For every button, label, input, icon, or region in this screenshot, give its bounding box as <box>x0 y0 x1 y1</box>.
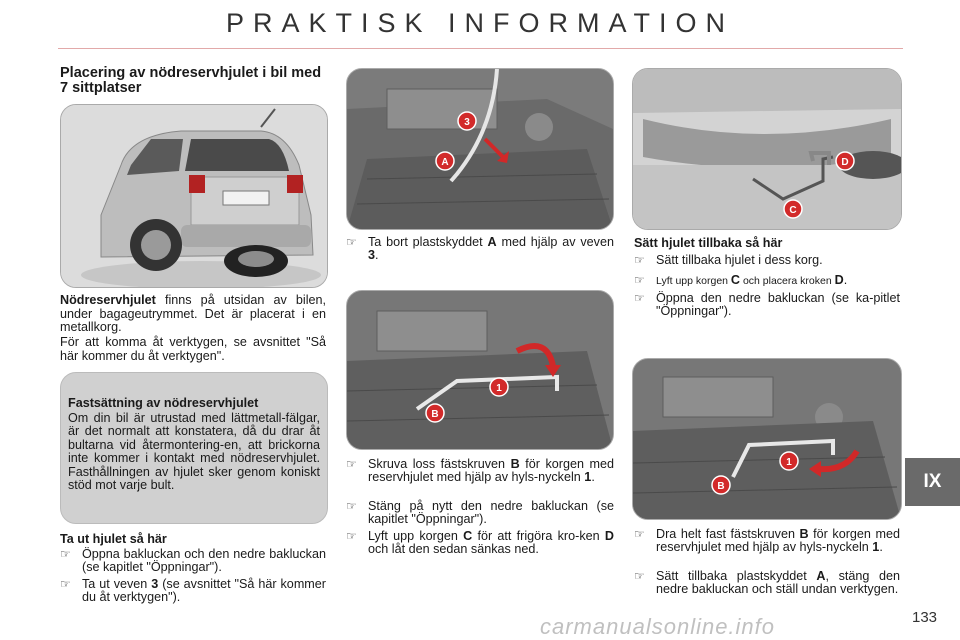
mid-step-3 <box>346 499 614 527</box>
badge-B: B <box>717 481 725 492</box>
remove-step-2 <box>60 577 326 605</box>
watermark: carmanualsonline.info <box>540 614 776 639</box>
pointer-icon: ☞ <box>634 569 645 583</box>
label-1: 1 <box>872 540 880 555</box>
step-text: och låt den sedan sänkas ned. <box>368 542 539 557</box>
badge-A: A <box>441 157 449 168</box>
step-text: , stäng den nedre bakluckan och ställ undan verktygen. <box>656 569 900 597</box>
pointer-icon: ☞ <box>634 527 645 541</box>
label-D: D <box>604 529 614 543</box>
pointer-icon: ☞ <box>634 291 645 305</box>
step-text: Sätt tillbaka hjulet i dess korg. <box>656 253 823 267</box>
page-title: PRAKTISK INFORMATION <box>225 8 735 38</box>
step-text: . <box>843 273 848 287</box>
step-text: Lyft upp korgen <box>368 529 464 543</box>
car-illustration-svg <box>61 105 327 287</box>
mid-step-4 <box>346 529 614 557</box>
pointer-icon: ☞ <box>60 577 71 591</box>
step-text: Sätt tillbaka plastskyddet <box>656 569 817 583</box>
remove-title: Ta ut hjulet så här <box>60 532 167 546</box>
step-text: . <box>879 540 883 555</box>
step-text: Lyft upp korgen <box>656 275 731 287</box>
step-text: Skruva loss fästskruven <box>368 457 511 471</box>
label-B: B <box>510 457 520 471</box>
pointer-icon: ☞ <box>634 273 645 287</box>
pointer-icon: ☞ <box>346 457 357 471</box>
header-divider <box>58 48 903 49</box>
refit-step-1 <box>634 253 900 267</box>
intro-paragraph-2: För att komma åt verktygen, se avsnittet "Så här kommer du åt verktygen". <box>60 335 326 363</box>
badge-3: 3 <box>464 117 470 128</box>
pointer-icon: ☞ <box>346 499 357 513</box>
refit-title: Sätt hjulet tillbaka så här <box>634 236 783 250</box>
crank-photo <box>346 68 614 230</box>
chapter-tab: IX <box>905 458 960 506</box>
step-text: . <box>591 470 595 485</box>
step-text: Ta bort plastskyddet <box>368 235 488 249</box>
badge-1: 1 <box>786 457 792 468</box>
badge-1: 1 <box>496 383 502 394</box>
info-box-text: Om din bil är utrustad med lättmetall-fälgar, är det normalt att konstatera, då du drar åt bultarna vid återmontering-en, att brickorna inte kommer i kontakt med nödreservhjulet. Fasthållningen av hjulet sker genom koniskt stöd mot varje bult. <box>68 411 320 493</box>
pointer-icon: ☞ <box>634 253 645 267</box>
label-3: 3 <box>151 577 159 591</box>
badge-D: D <box>841 157 849 168</box>
intro-text: finns på utsidan av bilen, under bagageutrymmet. Det är placerat i en metallkorg. <box>60 293 326 334</box>
step-text: (se avsnittet "Så här kommer du åt verktygen"). <box>82 577 326 605</box>
step-text: för korgen med reservhjulet med hjälp av hyls-nyckeln <box>368 457 615 485</box>
step-text: med hjälp av veven <box>496 235 614 249</box>
mid-step-1 <box>346 235 614 263</box>
intro-paragraph-1 <box>60 294 326 335</box>
spare-wheel-term: Nödreservhjulet <box>60 293 156 307</box>
step-text: och placera kroken <box>740 275 835 287</box>
label-A: A <box>487 235 497 249</box>
label-B: B <box>799 527 809 541</box>
tighten-photo-svg <box>633 359 901 519</box>
step-text: för korgen med reservhjulet med hjälp av hyls-nyckeln <box>656 527 900 555</box>
badge-B: B <box>431 409 439 420</box>
pointer-icon: ☞ <box>60 547 71 561</box>
step-text: Ta ut veven <box>82 577 152 591</box>
step-text: Öppna bakluckan och den nedre bakluckan (se kapitlet "Öppningar"). <box>82 547 326 575</box>
step-text: Öppna den nedre bakluckan (se ka-pitlet "Öppningar"). <box>656 291 900 319</box>
car-rear-illustration <box>60 104 328 288</box>
label-C: C <box>463 529 473 543</box>
remove-step-1 <box>60 547 326 575</box>
label-1: 1 <box>584 470 592 485</box>
step-text: Stäng på nytt den nedre bakluckan (se kapitlet "Öppningar"). <box>368 499 614 527</box>
mid-step-2 <box>346 457 615 485</box>
hook-photo-svg <box>633 69 901 229</box>
refit-step-5 <box>634 569 900 597</box>
step-text: för att frigöra kro-ken <box>472 529 605 543</box>
pointer-icon: ☞ <box>346 235 357 249</box>
label-C: C <box>730 273 741 287</box>
refit-step-3 <box>634 291 900 319</box>
screw-photo <box>346 290 614 450</box>
hook-photo <box>632 68 902 230</box>
info-box-title: Fastsättning av nödreservhjulet <box>68 396 259 410</box>
label-3: 3 <box>368 248 376 263</box>
badge-C: C <box>789 205 797 216</box>
screw-photo-svg <box>347 291 613 449</box>
tighten-photo <box>632 358 902 520</box>
pointer-icon: ☞ <box>346 529 357 543</box>
label-A: A <box>816 569 826 583</box>
crank-photo-svg <box>347 69 613 229</box>
page-number: 133 <box>912 609 938 626</box>
label-D: D <box>834 273 844 287</box>
step-text: . <box>375 248 379 263</box>
refit-step-4 <box>634 527 900 555</box>
refit-step-2 <box>634 273 900 288</box>
step-text: Dra helt fast fästskruven <box>656 527 800 541</box>
section-title: Placering av nödreservhjulet i bil med 7 sittplatser <box>60 65 322 96</box>
